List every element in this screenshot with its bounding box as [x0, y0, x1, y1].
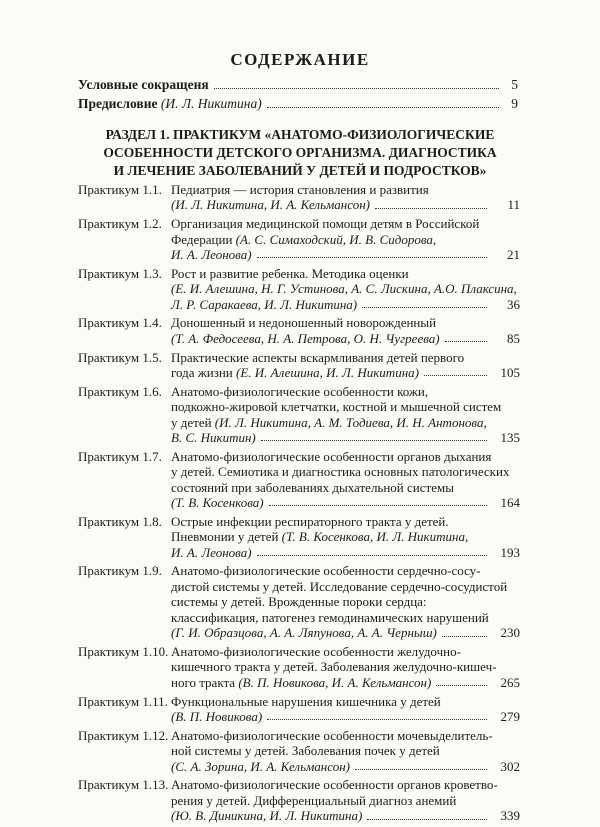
toc-entry-authors: (Е. И. Алешина, И. Л. Никитина) [236, 365, 419, 381]
toc-entry-line [171, 232, 520, 247]
dot-leader [355, 769, 487, 770]
toc-entries [78, 182, 520, 827]
toc-entry-label: Практикум 1.9. [78, 563, 162, 579]
toc-entry-authors: (С. А. Зорина, И. А. Кельмансон) [171, 758, 350, 774]
toc-entry-label: Практикум 1.6. [78, 383, 162, 399]
toc-entry-line [171, 495, 520, 510]
toc-entry-label: Практикум 1.10. [78, 643, 169, 659]
toc-entry [78, 266, 520, 312]
toc-entry-title [171, 694, 520, 725]
toc-entry-title [171, 449, 520, 511]
toc-entry [78, 384, 520, 446]
toc-entry-title [171, 384, 520, 446]
toc-entry-text: Анатомо-физиологические особенности органов кроветво- [171, 777, 498, 793]
toc-entry-line [171, 480, 520, 495]
dot-leader [362, 307, 487, 308]
toc-entry-line [171, 659, 520, 674]
toc-page-number: 9 [511, 96, 518, 111]
toc-entry-authors: (Т. А. Федосеева, Н. А. Петрова, О. Н. Чугреева) [171, 330, 440, 346]
toc-entry-text: системы у детей. Врожденные пороки сердца: [171, 594, 427, 610]
toc-entry-line [171, 281, 520, 296]
toc-entry-text: рения у детей. Дифференциальный диагноз анемий [171, 792, 457, 808]
toc-entry-line [171, 514, 520, 529]
toc-entry-text: Пневмонии у детей [171, 529, 282, 545]
toc-entry-text: Анатомо-физиологические особенности мочевыделитель- [171, 727, 493, 743]
toc-entry [78, 315, 520, 346]
toc-entry-label: Практикум 1.8. [78, 513, 162, 529]
toc-entry-authors: И. А. Леонова) [171, 544, 252, 560]
dot-leader [257, 257, 487, 258]
toc-entry-text: у детей [171, 414, 215, 430]
toc-entry-line [171, 529, 520, 544]
toc-entry [78, 182, 520, 213]
toc-entry-line [171, 297, 520, 312]
toc-entry-title [171, 728, 520, 774]
toc-entry-line [171, 793, 520, 808]
toc-entry-text: Анатомо-физиологические особенности сердечно-сосу- [171, 563, 481, 579]
toc-entry-line [171, 464, 520, 479]
toc-entry-authors: (В. П. Новикова, И. А. Кельмансон) [238, 674, 432, 690]
toc-entry-line [171, 594, 520, 609]
toc-entry-line [171, 331, 520, 346]
toc-entry-text: кишечного тракта у детей. Заболевания желудочно-кишеч- [171, 659, 497, 675]
toc-entry-line [171, 415, 520, 430]
toc-page-number: 265 [500, 674, 520, 690]
toc-page-number: 135 [500, 430, 520, 446]
toc-entry-line [171, 644, 520, 659]
toc-entry-label: Практикум 1.3. [78, 265, 162, 281]
toc-entry-label: Практикум 1.4. [78, 315, 162, 331]
section-heading-line: И ЛЕЧЕНИЕ ЗАБОЛЕВАНИЙ У ДЕТЕЙ И ПОДРОСТКОВ» [113, 163, 487, 178]
toc-entry-text: Функциональные нарушения кишечника у детей [171, 693, 441, 709]
toc-entry-text: подкожно-жировой клетчатки, костной и мышечной систем [171, 399, 502, 415]
toc-entry-title [171, 216, 520, 262]
toc-entry-line [171, 247, 520, 262]
dot-leader [261, 440, 487, 441]
toc-entry-line [171, 449, 520, 464]
toc-page-number: 230 [500, 625, 520, 641]
toc-entry-line [171, 365, 520, 380]
toc-entry-title [171, 777, 520, 823]
toc-entry-title [171, 514, 520, 560]
toc-entry-text: Организация медицинской помощи детям в Российской [171, 216, 480, 232]
toc-entry-text: Анатомо-физиологические особенности кожи, [171, 383, 429, 399]
dot-leader [375, 208, 487, 209]
dot-leader [214, 88, 499, 89]
toc-entry-label: Практикум 1.12. [78, 727, 169, 743]
toc-entry-title [171, 563, 520, 640]
toc-entry-line [171, 777, 520, 792]
section-heading-line: РАЗДЕЛ 1. ПРАКТИКУМ «АНАТОМО-ФИЗИОЛОГИЧЕСКИЕ [105, 127, 495, 142]
toc-entry-text: Острые инфекции респираторного тракта у детей. [171, 513, 449, 529]
toc-front-author: (И. Л. Никитина) [160, 96, 262, 111]
toc-entry [78, 216, 520, 262]
toc-entry-authors: (Т. В. Косенкова) [171, 495, 264, 511]
toc-entry-line [171, 216, 520, 231]
toc-entry-line [171, 430, 520, 445]
toc-entry-authors: В. С. Никитин) [171, 430, 256, 446]
dot-leader [267, 719, 487, 720]
section-heading-line: ОСОБЕННОСТИ ДЕТСКОГО ОРГАНИЗМА. ДИАГНОСТИКА [103, 145, 497, 160]
toc-entry-line [171, 399, 520, 414]
toc-entry-text: Педиатрия — история становления и развития [171, 182, 429, 197]
toc-entry-label: Практикум 1.11. [78, 693, 168, 709]
toc-entry [78, 777, 520, 823]
toc-entry-authors: Л. Р. Саракаева, И. Л. Никитина) [171, 296, 358, 312]
toc-entry-text: ной системы у детей. Заболевания почек у детей [171, 743, 440, 759]
dot-leader [267, 107, 499, 108]
toc-entry-line [171, 675, 520, 690]
dot-leader [442, 636, 487, 637]
toc-entry-line [171, 182, 520, 197]
toc-entry-text: классификация, патогенез гемодинамических нарушений [171, 609, 489, 625]
dot-leader [445, 341, 487, 342]
toc-entry-line [171, 563, 520, 578]
toc-entry-authors: (Г. И. Образцова, А. А. Ляпунова, А. А. Черныш) [171, 625, 437, 641]
toc-entry-text: Доношенный и недоношенный новорожденный [171, 315, 437, 331]
toc-entry-title [171, 266, 520, 312]
toc-entry-line [171, 694, 520, 709]
toc-entry-text: Анатомо-физиологические особенности желудочно- [171, 643, 461, 659]
toc-entry-text: Федерации [171, 231, 236, 247]
toc-page-number: 164 [500, 495, 520, 511]
toc-entry-text: Практические аспекты вскармливания детей первого [171, 349, 465, 365]
toc-page-number: 85 [507, 330, 520, 346]
toc-entry-authors: (В. П. Новикова) [171, 708, 263, 724]
toc-entry-authors: И. А. Леонова) [171, 247, 252, 263]
toc-entry-text: дистой системы у детей. Исследование сердечно-сосудистой [171, 578, 508, 594]
toc-front-label: Условные сокращеня [78, 77, 209, 92]
toc-page-number: 5 [511, 77, 518, 92]
toc-entry-text: состояний при заболеваниях дыхательной системы [171, 479, 454, 495]
toc-entry-line [171, 625, 520, 640]
toc-entry-line [171, 808, 520, 823]
toc-entry-label: Практикум 1.1. [78, 182, 162, 197]
section-heading [100, 126, 500, 180]
toc-entry-line [171, 709, 520, 724]
toc-entry-line [171, 728, 520, 743]
toc-entry-line [171, 266, 520, 281]
toc-front-entry [78, 76, 518, 93]
toc-page-number: 339 [500, 808, 520, 824]
toc-entry-label: Практикум 1.13. [78, 777, 169, 793]
toc-entry-text: Рост и развитие ребенка. Методика оценки [171, 265, 409, 281]
dot-leader [269, 505, 487, 506]
toc-entry-line [171, 545, 520, 560]
toc-entry-line [171, 350, 520, 365]
toc-page-number: 36 [507, 296, 520, 312]
toc-entry-authors: (Т. В. Косенкова, И. Л. Никитина, [281, 529, 469, 545]
toc-entry-line [171, 579, 520, 594]
toc-entry [78, 449, 520, 511]
toc-page-number: 193 [500, 544, 520, 560]
toc-page-number: 279 [500, 708, 520, 724]
toc-page-number: 302 [500, 758, 520, 774]
toc-entry-line [171, 743, 520, 758]
dot-leader [436, 685, 487, 686]
toc-entry-line [171, 759, 520, 774]
toc-entry-title [171, 182, 520, 213]
toc-entry-authors: (А. С. Симаходский, И. В. Сидорова, [235, 231, 437, 247]
toc-entry [78, 563, 520, 640]
toc-entry [78, 694, 520, 725]
toc-front-label: Предисловие [78, 96, 158, 111]
toc-entry-text: Анатомо-физиологические особенности органов дыхания [171, 448, 492, 464]
dot-leader [424, 375, 487, 376]
toc-entry [78, 644, 520, 690]
page-title: СОДЕРЖАНИЕ [230, 50, 370, 69]
toc-entry-text: ного тракта [171, 674, 239, 690]
toc-entry-label: Практикум 1.7. [78, 448, 162, 464]
toc-front-entry [78, 95, 518, 112]
toc-page-number: 11 [507, 197, 520, 213]
toc-entry-authors: (Е. И. Алешина, Н. Г. Устинова, А. С. Лискина, А.О. Плаксина, [171, 281, 517, 297]
toc-entry-line [171, 197, 520, 212]
toc-entry-authors: (И. Л. Никитина, И. А. Кельмансон) [171, 197, 370, 213]
toc-entry [78, 350, 520, 381]
toc-entry [78, 728, 520, 774]
toc-page-number: 105 [500, 365, 520, 381]
toc-entry-authors: (Ю. В. Диникина, И. Л. Никитина) [171, 808, 363, 824]
toc-page-number: 21 [507, 247, 520, 263]
toc-entry-text: у детей. Семиотика и диагностика основных патологических [171, 464, 510, 480]
toc-entry-line [171, 384, 520, 399]
dot-leader [367, 819, 487, 820]
toc-entry-label: Практикум 1.2. [78, 216, 162, 232]
toc-entry [78, 514, 520, 560]
toc-entry-title [171, 644, 520, 690]
dot-leader [257, 555, 487, 556]
toc-entry-text: года жизни [171, 365, 237, 381]
toc-entry-line [171, 610, 520, 625]
toc-entry-line [171, 315, 520, 330]
toc-entry-authors: (И. Л. Никитина, А. М. Тодиева, И. Н. Антонова, [214, 414, 487, 430]
toc-entry-title [171, 315, 520, 346]
toc-entry-title [171, 350, 520, 381]
toc-entry-label: Практикум 1.5. [78, 349, 162, 365]
